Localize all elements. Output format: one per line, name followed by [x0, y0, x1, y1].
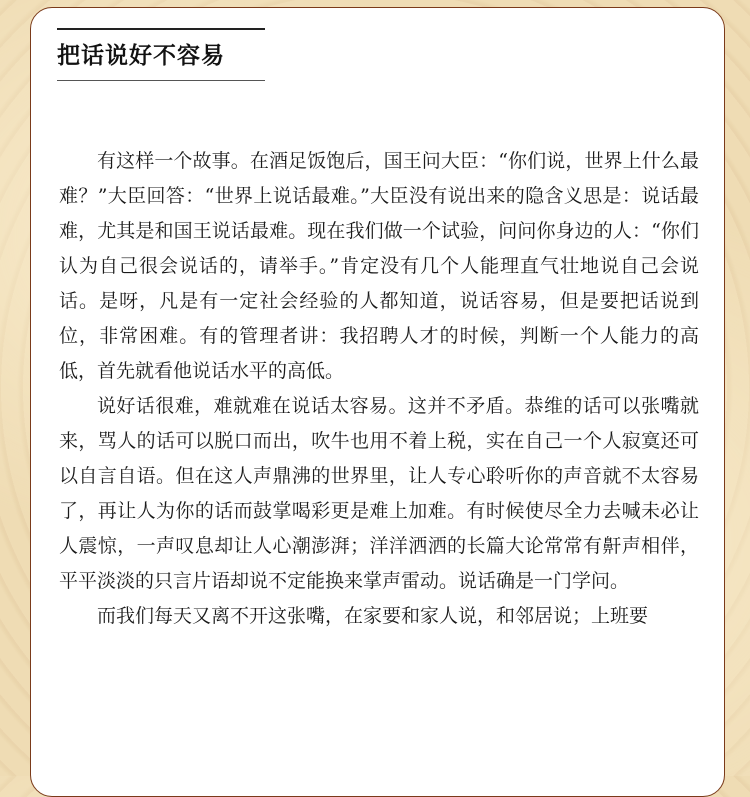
title-bottom-rule [57, 80, 265, 81]
paragraph-3: 而我们每天又离不开这张嘴，在家要和家人说，和邻居说；上班要 [97, 605, 649, 627]
article-card [30, 7, 725, 797]
paragraph-1: 有这样一个故事。在酒足饭饱后，国王问大臣：“你们说，世界上什么最难？”大臣回答：“世界上说话最难。”大臣没有说出来的隐含义思是：说话最难，尤其是和国王说话最难。现在我们做一个试验，问问你身边的人：“你们认为自己很会说话的，请举手。”肯定没有几个人能理直气壮地说自己会说话。是呀，凡是有一定社会经验的人都知道，说话容易，但是要把话说到位，非常困难。有的管理者讲：我招聘人才的时候，判断一个人能力的高低，首先就看他说话水平的高低。 [59, 150, 699, 382]
article-body [59, 144, 699, 634]
title-block [57, 28, 265, 81]
paragraph-2: 说好话很难，难就难在说话太容易。这并不矛盾。恭维的话可以张嘴就来，骂人的话可以脱口而出，吹牛也用不着上税，实在自己一个人寂寞还可以自言自语。但在这人声鼎沸的世界里，让人专心聆听你的声音就不太容易了，再让人为你的话而鼓掌喝彩更是难上加难。有时候使尽全力去喊未必让人震惊，一声叹息却让人心潮澎湃；洋洋洒洒的长篇大论常常有鼾声相伴，平平淡淡的只言片语却说不定能换来掌声雷动。说话确是一门学问。 [59, 395, 699, 592]
article-title: 把话说好不容易 [57, 42, 225, 69]
